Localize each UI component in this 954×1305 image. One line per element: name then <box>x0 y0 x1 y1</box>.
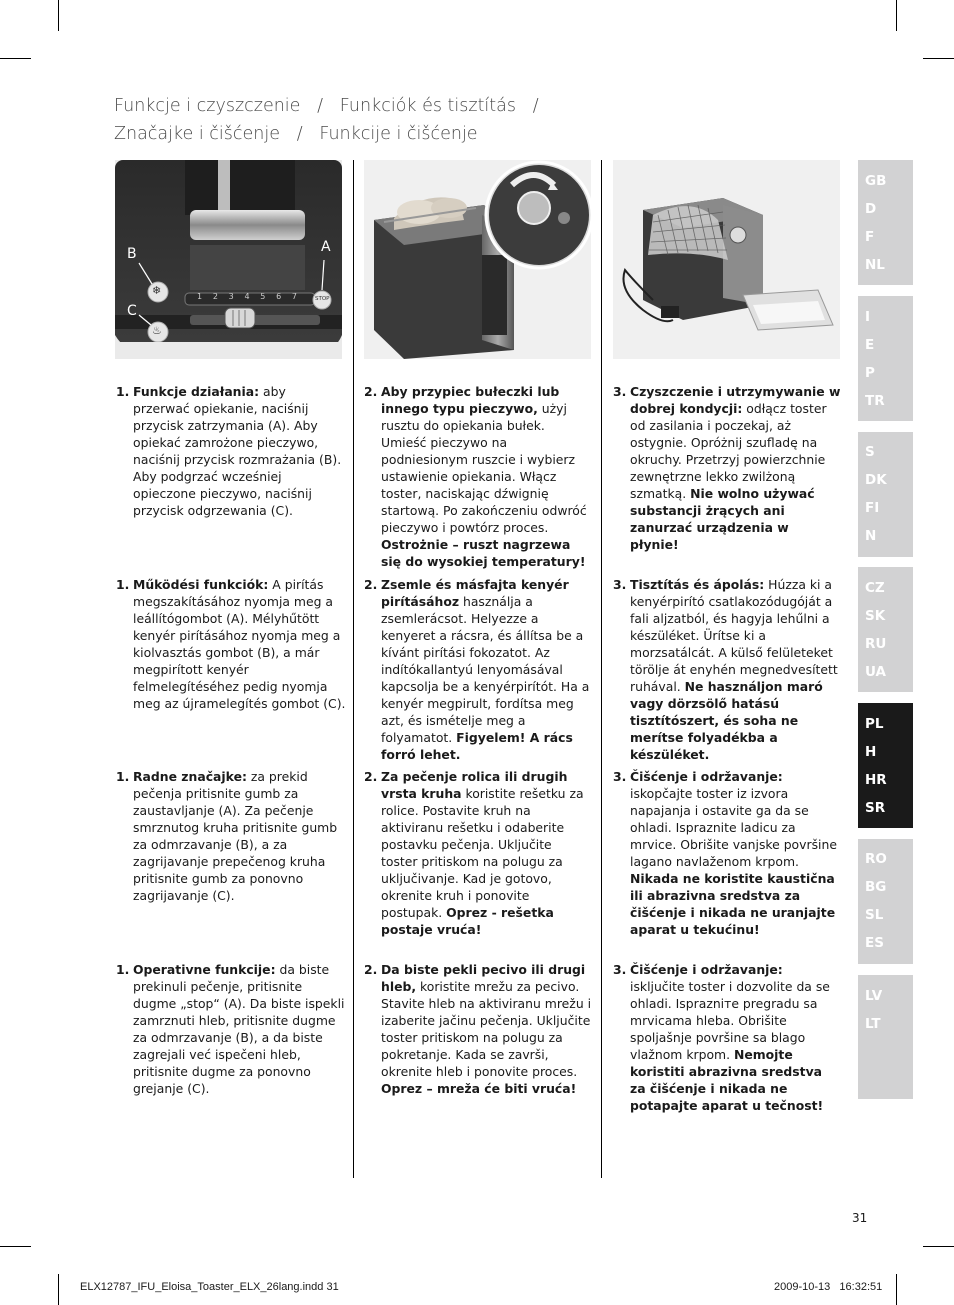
step-number: 2. <box>364 769 378 784</box>
footer-filename: ELX12787_IFU_Eloisa_Toaster_ELX_26lang.indd 31 <box>80 1281 339 1293</box>
title-hr: Značajke i čišćenje <box>114 124 280 144</box>
title-sep: / <box>532 96 539 116</box>
hu-bun-rack <box>364 576 592 763</box>
step-number: 3. <box>613 384 627 399</box>
language-tab-group <box>858 975 913 1099</box>
step-text: Húzza ki a kenyérpirító csatlakozódugóját a fali aljzatból, és hagyja lehűlni a készüléket. Ürítse ki a morzsatálcát. A külső felületeket törölje át enyhén megnedvesített ruhával. <box>630 577 838 694</box>
step-text: za prekid pečenja pritisnite gumb za zaustavljanje (A). Za pečenje smrznutog kruha pritisnite gumb za odmrzavanje (B), a za zagrijavanje prepečenog kruha pritisnite gumb za ponovno zagrijavanje (C). <box>133 769 338 903</box>
language-tab[interactable]: TR <box>865 393 885 409</box>
step-heading: Radne značajke: <box>133 769 247 784</box>
step-heading: Operativne funkcije: <box>133 962 276 977</box>
step-warning: Ostrożnie – ruszt nagrzewa się do wysokiej temperatury! <box>381 537 586 569</box>
step-heading: Funkcje działania: <box>133 384 260 399</box>
crop-mark <box>896 0 897 31</box>
pl-bun-rack <box>364 383 592 570</box>
defrost-icon: ❄ <box>152 284 162 297</box>
title-pl: Funkcje i czyszczenie <box>114 96 301 116</box>
step-text: koristite mrežu za pecivo. Stavite hleb na aktiviranu mrežu i izaberite jačinu pečenja. Uključite toster pritiskom na polugu za pokretanje. Kada se završi, okrenite hleb i ponovite proces. <box>381 979 592 1079</box>
page-title <box>114 92 814 148</box>
sr-functions <box>116 961 346 1097</box>
step-number: 3. <box>613 962 627 977</box>
bun-rack-illustration <box>364 160 591 359</box>
step-number: 1. <box>116 962 130 977</box>
title-sr: Funkcije i čišćenje <box>319 124 478 144</box>
step-warning: Ne használjon maró vagy dörzsölő hatású tisztítószert, és soha ne merítse folyadékba a készüléket. <box>630 679 823 762</box>
crop-mark <box>923 1246 954 1247</box>
language-tab-group <box>858 839 913 964</box>
step-number: 2. <box>364 577 378 592</box>
step-warning: Nie wolno używać substancji żrących ani zanurzać urządzenia w płynie! <box>630 486 815 552</box>
language-tab[interactable]: D <box>865 201 877 217</box>
step-number: 1. <box>116 577 130 592</box>
step-heading: Czyszczenie i utrzymywanie w dobrej kondycji: <box>630 384 841 416</box>
page-number: 31 <box>852 1211 868 1225</box>
browning-scale <box>197 292 297 301</box>
reheat-icon: ♨ <box>152 324 162 337</box>
scale-mark: 2 <box>212 292 218 301</box>
sr-cleaning <box>613 961 841 1114</box>
scale-mark: 6 <box>276 292 282 301</box>
language-tab-group <box>858 432 913 557</box>
language-tab[interactable]: I <box>865 309 871 325</box>
step-text: koristite rešetku za rolice. Postavite kruh na aktiviranu rešetku i odaberite postavku pečenja. Uključite toster pritiskom na polugu za uključivanje. Kad je gotovo, okrenite kruh i ponovite postupak. <box>381 786 584 920</box>
step-number: 3. <box>613 769 627 784</box>
step-text: használja a zsemlerácsot. Helyezze a kenyeret a rácsra, és állítsa be a kívánt pirítási fokozatot. Az indítókallantyú lenyomásával kapcsolja be a kenyérpirítót. Ha a kenyér megpirult, fordítsa meg azt, és ismételje meg a folyamatot. <box>381 594 590 745</box>
language-tab[interactable]: RU <box>865 636 887 652</box>
language-tab[interactable]: P <box>865 365 875 381</box>
language-tab-active[interactable]: PL <box>865 716 884 732</box>
language-tab-group <box>858 567 913 692</box>
step-text: odłącz toster od zasilania i poczekaj, aż ostygnie. Opróżnij szufladę na okruchy. Przetrzyj powierzchnie zewnętrzne lekko zwilżoną szmatką. <box>630 401 827 501</box>
scale-mark: 3 <box>228 292 234 301</box>
language-tab-group <box>858 160 913 285</box>
column-divider <box>601 160 602 1178</box>
language-tab[interactable]: UA <box>865 664 886 680</box>
step-heading: Aby przypiec bułeczki lub innego typu pieczywo, <box>381 384 560 416</box>
language-tab-group-active <box>858 703 913 828</box>
stop-button-label: STOP <box>315 296 330 302</box>
step-text: isključite toster i dozvolite da se ohladi. Isprazniте pregradu sa mrvicama hleba. Obrišite spoljašnje površine sa blago vlažnom krpom. <box>630 979 830 1062</box>
step-text: da biste prekinuli pečenje, pritisnite dugme „stop“ (A). Da biste ispekli zamrznuti hleb, pritisnite dugme za odmrzavanje (B), a da biste zagrejali već ispečeni hleb, pritisnite dugme za ponovno grejanje (C). <box>133 962 345 1096</box>
step-text: A pirítás megszakításához nyomja meg a leállítógombot (A). Mélyhűtött kenyér pirításához nyomja meg a kiolvasztás gombot (B), a már megpirított kenyér felmelegítéséhez pedig nyomja meg az újramelegítés gombot (C). <box>133 577 346 711</box>
crop-mark <box>58 1274 59 1305</box>
language-tab[interactable]: LT <box>865 1016 881 1032</box>
column-divider <box>353 160 354 1178</box>
cleaning-illustration <box>613 160 840 359</box>
toaster-controls-illustration <box>115 160 342 359</box>
step-warning: Figyelem! A rács forró lehet. <box>381 730 573 762</box>
scale-mark: 5 <box>260 292 266 301</box>
title-sep: / <box>296 124 303 144</box>
step-warning: Nikada ne koristite kaustična ili abrazivna sredstva za čišćenje i nikada ne uranjajte aparat u tekućinu! <box>630 871 836 937</box>
step-heading: Za pečenje rolica ili drugih vrsta kruha <box>381 769 568 801</box>
step-heading: Tisztítás és ápolás: <box>630 577 765 592</box>
hr-functions <box>116 768 346 904</box>
hr-bun-rack <box>364 768 592 938</box>
pl-functions <box>116 383 346 519</box>
language-tab[interactable]: FI <box>865 500 880 516</box>
step-heading: Čišćenje i održavanje: <box>630 962 783 977</box>
footer-timestamp: 2009-10-13 16:32:51 <box>774 1281 883 1293</box>
language-tab[interactable]: SK <box>865 608 886 624</box>
step-heading: Zsemle és másfajta kenyér pirításához <box>381 577 569 609</box>
step-number: 2. <box>364 384 378 399</box>
language-tab[interactable]: NL <box>865 257 885 273</box>
hu-functions <box>116 576 346 712</box>
language-tab[interactable]: LV <box>865 988 883 1004</box>
language-tab[interactable]: E <box>865 337 875 353</box>
step-number: 1. <box>116 384 130 399</box>
scale-mark: 4 <box>244 292 250 301</box>
language-tab[interactable]: DK <box>865 472 887 488</box>
crop-mark <box>0 1246 31 1247</box>
step-heading: Működési funkciók: <box>133 577 269 592</box>
step-text: użyj rusztu do opiekania bułek. Umieść pieczywo na podniesionym ruszcie i wybierz ustawienie opiekania. Włącz toster, naciskając dźwignię startową. Po zakończeniu odwróć pieczywo i powtórz proces. <box>381 401 587 535</box>
language-tab[interactable]: F <box>865 229 875 245</box>
step-heading: Da biste pekli pecivo ili drugi hleb, <box>381 962 586 994</box>
language-tab[interactable]: GB <box>865 173 887 189</box>
label-c: C <box>127 303 137 319</box>
crop-mark <box>0 58 31 59</box>
language-tab[interactable]: S <box>865 444 875 460</box>
step-warning: Oprez – mreža će biti vruća! <box>381 1081 577 1096</box>
step-text: iskopčajte toster iz izvora napajanja i ostavite ga da se ohladi. Ispraznite ladicu za mrvice. Obrišite vanjske površine lagano navlaženom krpom. <box>630 786 837 869</box>
sr-bun-rack <box>364 961 592 1097</box>
crop-mark <box>896 1274 897 1305</box>
label-b: B <box>127 246 137 262</box>
hu-cleaning <box>613 576 841 763</box>
language-tab[interactable]: RO <box>865 851 887 867</box>
hr-cleaning <box>613 768 841 938</box>
language-tab[interactable]: ES <box>865 935 884 951</box>
step-number: 3. <box>613 577 627 592</box>
label-a: A <box>321 239 331 255</box>
language-tab-active[interactable]: HR <box>865 772 887 788</box>
language-tab-active[interactable]: SR <box>865 800 886 816</box>
step-number: 1. <box>116 769 130 784</box>
title-hu: Funkciók és tisztítás <box>339 96 516 116</box>
language-tab-group <box>858 296 913 421</box>
scale-mark: 7 <box>291 292 297 301</box>
scale-mark: 1 <box>197 292 203 301</box>
step-text: aby przerwać opiekanie, naciśnij przycisk zatrzymania (A). Aby opiekać zamrożone pieczywo, naciśnij przycisk rozmrażania (B). Aby podgrzać wcześniej opieczone pieczywo, naciśnij przycisk odgrzewania (C). <box>133 384 342 518</box>
crop-mark <box>58 0 59 31</box>
pl-cleaning <box>613 383 841 553</box>
title-sep: / <box>317 96 324 116</box>
language-tab[interactable]: N <box>865 528 877 544</box>
step-warning: Oprez - rešetka postaje vruća! <box>381 905 554 937</box>
step-heading: Čišćenje i održavanje: <box>630 769 783 784</box>
crop-mark <box>923 58 954 59</box>
language-tab[interactable]: CZ <box>865 580 885 596</box>
step-number: 2. <box>364 962 378 977</box>
language-tab[interactable]: BG <box>865 879 887 895</box>
language-tab[interactable]: SL <box>865 907 884 923</box>
language-tab-active[interactable]: H <box>865 744 877 760</box>
step-warning: Nemojte koristiti abrazivna sredstva za čišćenje i nikada ne potapajte aparat u tečnost! <box>630 1047 824 1113</box>
